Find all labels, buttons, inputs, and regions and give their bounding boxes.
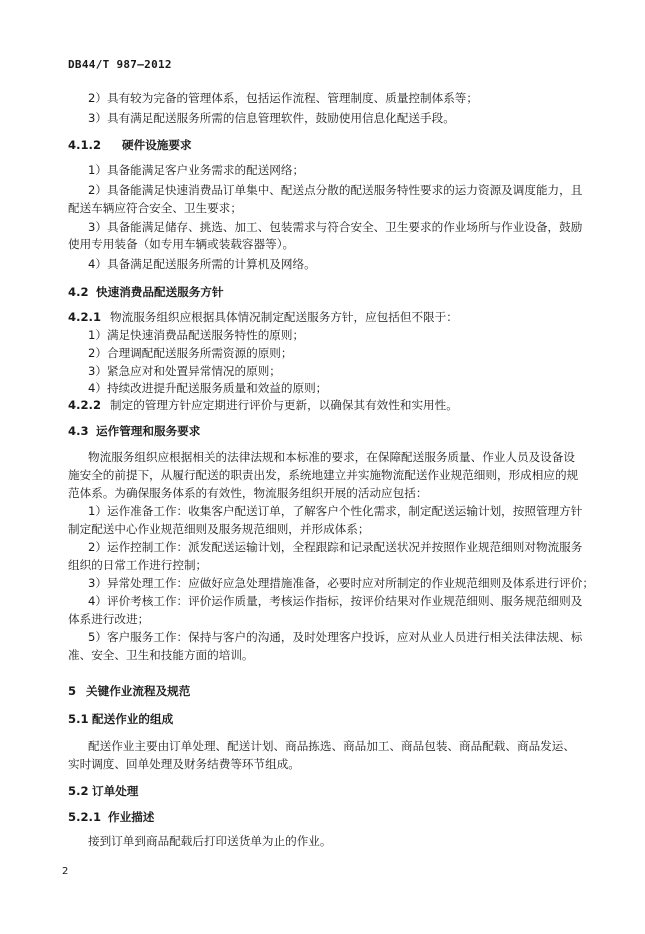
section-5-2-heading [68, 784, 138, 798]
section-4-3-heading [68, 424, 200, 438]
s51-paragraph-line-1: 配送作业主要由订单处理、配送计划、商品拣选、商品加工、商品包装、商品配载、商品发运、 [88, 739, 575, 753]
s43-item-1-line-1: 1）运作准备工作：收集客户配送订单，了解客户个性化需求，制定配送运输计划，按照管理方针 [88, 504, 583, 518]
section-4-2-2-paragraph [68, 398, 458, 412]
s421-item-3: 3）紧急应对和处置异常情况的原则； [88, 364, 281, 378]
s43-item-5-line-2: 准、安全、卫生和技能方面的培训。 [68, 648, 254, 662]
s43-paragraph-line-2: 施安全的前提下，从履行配送的职责出发，系统地建立并实施物流配送作业规范细则，形成相应的规 [68, 468, 579, 482]
section-number: 4.2.2 [68, 398, 102, 412]
section-title: 作业描述 [108, 810, 155, 824]
document-id-header: DB44/T 987—2012 [68, 58, 172, 71]
section-number: 5.2 [68, 784, 89, 798]
section-4-2-1-paragraph [68, 310, 458, 324]
s411-item-2: 2）具有较为完备的管理体系，包括运作流程、管理制度、质量控制体系等； [88, 91, 478, 105]
s412-item-3-line-1: 3）具备能满足储存、挑选、加工、包装需求与符合安全、卫生要求的作业场所与作业设备，鼓励 [88, 220, 583, 234]
section-number: 4.2.1 [68, 310, 102, 324]
s421-item-4: 4）持续改进提升配送服务质量和效益的原则； [88, 381, 328, 395]
s43-item-2-line-2: 组织的日常工作进行控制； [68, 558, 208, 572]
s43-item-3: 3）异常处理工作：应做好应急处理措施准备，必要时应对所制定的作业规范细则及体系进行评价； [88, 576, 594, 590]
section-text: 制定的管理方针应定期进行评价与更新，以确保其有效性和实用性。 [110, 398, 458, 412]
section-title: 关键作业流程及规范 [86, 684, 191, 698]
s43-item-5-line-1: 5）客户服务工作：保持与客户的沟通，及时处理客户投诉，应对从业人员进行相关法律法规、标 [88, 630, 583, 644]
section-title: 运作管理和服务要求 [96, 424, 201, 438]
section-number: 5.1 [68, 712, 89, 726]
s412-item-3-line-2: 使用专用装备（如专用车辆或装载容器等）。 [68, 237, 295, 251]
s43-item-1-line-2: 制定配送中心作业规范细则及服务规范细则，并形成体系； [68, 522, 370, 536]
s43-paragraph-line-3: 范体系。为确保服务体系的有效性，物流服务组织开展的活动应包括： [68, 486, 428, 500]
s43-item-2-line-1: 2）运作控制工作：派发配送运输计划，全程跟踪和记录配送状况并按照作业规范细则对物流服务 [88, 540, 583, 554]
s421-item-2: 2）合理调配配送服务所需资源的原则； [88, 346, 293, 360]
section-title: 配送作业的组成 [92, 712, 174, 726]
s521-text: 接到订单到商品配载后打印送货单为止的作业。 [88, 834, 332, 848]
s43-paragraph-line-1: 物流服务组织应根据相关的法律法规和本标准的要求，在保障配送服务质量、作业人员及设备设 [88, 450, 575, 464]
s43-item-4-line-1: 4）评价考核工作：评价运作质量，考核运作指标，按评价结果对作业规范细则、服务规范细则及 [88, 594, 583, 608]
section-4-1-2-heading [68, 138, 192, 152]
section-number: 4.1.2 [68, 138, 102, 152]
section-5-1-heading [68, 712, 173, 726]
section-number: 4.2 [68, 285, 89, 299]
s412-item-2-line-2: 配送车辆应符合安全、卫生要求； [68, 201, 242, 215]
section-number: 4.3 [68, 424, 89, 438]
s412-item-1: 1）具备能满足客户业务需求的配送网络； [88, 163, 305, 177]
section-title: 硬件设施要求 [122, 138, 192, 152]
section-title: 订单处理 [92, 784, 139, 798]
section-text: 物流服务组织应根据具体情况制定配送服务方针，应包括但不限于： [110, 310, 458, 324]
section-5-2-1-heading [68, 810, 154, 824]
section-5-heading [68, 684, 190, 698]
section-number: 5 [68, 684, 77, 698]
page-number: 2 [62, 866, 69, 877]
s412-item-4: 4）具备满足配送服务所需的计算机及网络。 [88, 257, 316, 271]
s421-item-1: 1）满足快速消费品配送服务特性的原则； [88, 328, 305, 342]
s43-item-4-line-2: 体系进行改进； [68, 612, 150, 626]
section-number: 5.2.1 [68, 810, 102, 824]
s411-item-3: 3）具有满足配送服务所需的信息管理软件，鼓励使用信息化配送手段。 [88, 111, 455, 125]
s51-paragraph-line-2: 实时调度、回单处理及财务结费等环节组成。 [68, 757, 300, 771]
section-4-2-heading [68, 285, 224, 299]
s412-item-2-line-1: 2）具备能满足快速消费品订单集中、配送点分散的配送服务特性要求的运力资源及调度能力，且 [88, 183, 583, 197]
section-title: 快速消费品配送服务方针 [96, 285, 224, 299]
